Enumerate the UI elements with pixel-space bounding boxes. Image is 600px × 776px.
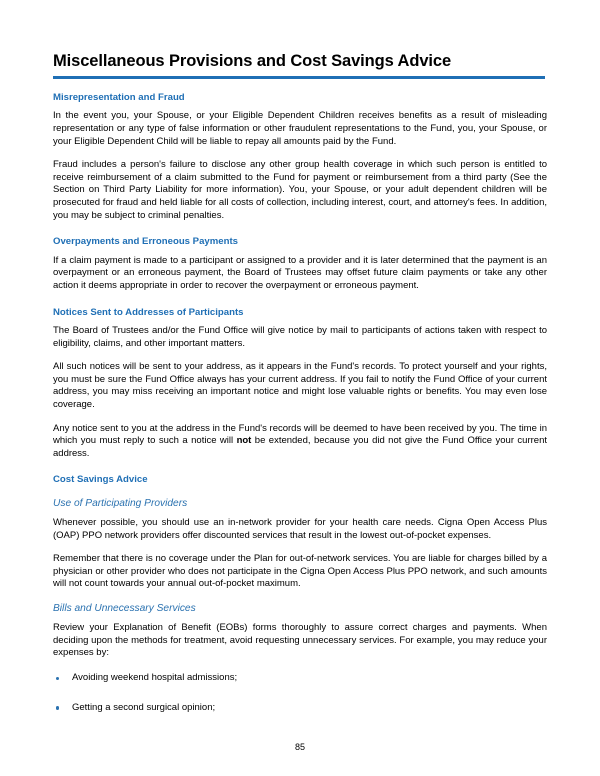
paragraph-notices-1: The Board of Trustees and/or the Fund Office will give notice by mail to participants of actions taken with respect to eligibility, claims, and other important matters. [53,325,547,349]
paragraph-notices-3-emphasis: not [236,435,252,447]
paragraph-misrepresentation-1: In the event you, your Spouse, or your Eligible Dependent Children receives benefits as a result of misleading representation or any type of false information or other fraudulent representations to the Fund, you, your Spouse, or your Eligible Dependent Child will be liable to repay all amounts paid by the Fund. [53,110,547,147]
bullet-dot-icon [56,706,59,709]
list-item-label: Getting a second surgical opinion; [72,701,216,713]
paragraph-notices-3 [53,423,547,461]
page-content [53,52,547,731]
list-item-label: Avoiding weekend hospital admissions; [72,672,238,684]
cost-savings-bullet-list [53,672,547,714]
paragraph-misrepresentation-2: Fraud includes a person's failure to disclose any other group health coverage in which such person is entitled to receive reimbursement of a claim submitted to the Fund for payment or reimbursement from a third party (See the Section on Third Party Liability for more information). You, your Spouse, or your adult dependent children will be prosecuted for fraud and held liable for all costs of collection, including interest, court, and attorney's fees. In addition, you may be subject to criminal penalties. [53,159,547,221]
title-underline-rule [53,76,545,79]
paragraph-participating-providers-2: Remember that there is no coverage under the Plan for out-of-network services. You are liable for charges billed by a physician or other provider who does not participate in the Cigna Open Access Plus PPO network, and such amounts will not count towards your annual out-of-pocket maximum. [53,553,547,590]
subheading-unnecessary-services: Bills and Unnecessary Services [53,603,196,615]
bullet-dot-icon [56,677,59,680]
paragraph-notices-3-part-1: Any notice sent to you at the address in the Fund's records will be deemed to have been received by you. The time in which you must reply to such a notice will [53,422,547,447]
section-heading-overpayments: Overpayments and Erroneous Payments [53,236,239,248]
paragraph-notices-3-part-2: be extended, because you did not give the Fund Office your current address. [53,435,548,459]
page-number: 85 [294,742,305,752]
section-heading-notices: Notices Sent to Addresses of Participants [53,306,244,318]
section-heading-cost-savings: Cost Savings Advice [53,474,148,486]
list-item [53,702,547,715]
paragraph-notices-2: All such notices will be sent to your address, as it appears in the Fund's records. To protect yourself and your rights, you must be sure the Fund Office always has your current address. If you fail to notify the Fund Office of your current address, you may miss receiving an important notice and might lose valuable rights or benefits. You may even lose coverage. [53,361,547,410]
subheading-participating-providers: Use of Participating Providers [53,497,188,509]
page-title: Miscellaneous Provisions and Cost Savings Advice [53,52,452,70]
paragraph-overpayments-1: If a claim payment is made to a participant or assigned to a provider and it is later determined that the payment is an overpayment or an erroneous payment, the Board of Trustees may offset future claim payments or take any other action it deems appropriate in order to recover the overpayment or erroneous payment. [53,254,547,291]
section-heading-misrepresentation: Misrepresentation and Fraud [53,91,185,103]
paragraph-participating-providers-1: Whenever possible, you should use an in-network provider for your health care needs. Cigna Open Access Plus (OAP) PPO network providers offer discounted services that result in the lowest out-of-pocket expenses. [53,517,547,541]
list-item [53,672,547,685]
paragraph-unnecessary-services-1: Review your Explanation of Benefit (EOBs) forms thoroughly to assure correct charges and payments. When deciding upon the methods for treatment, avoid requesting unnecessary services. For example, you may reduce your expenses by: [53,622,547,659]
